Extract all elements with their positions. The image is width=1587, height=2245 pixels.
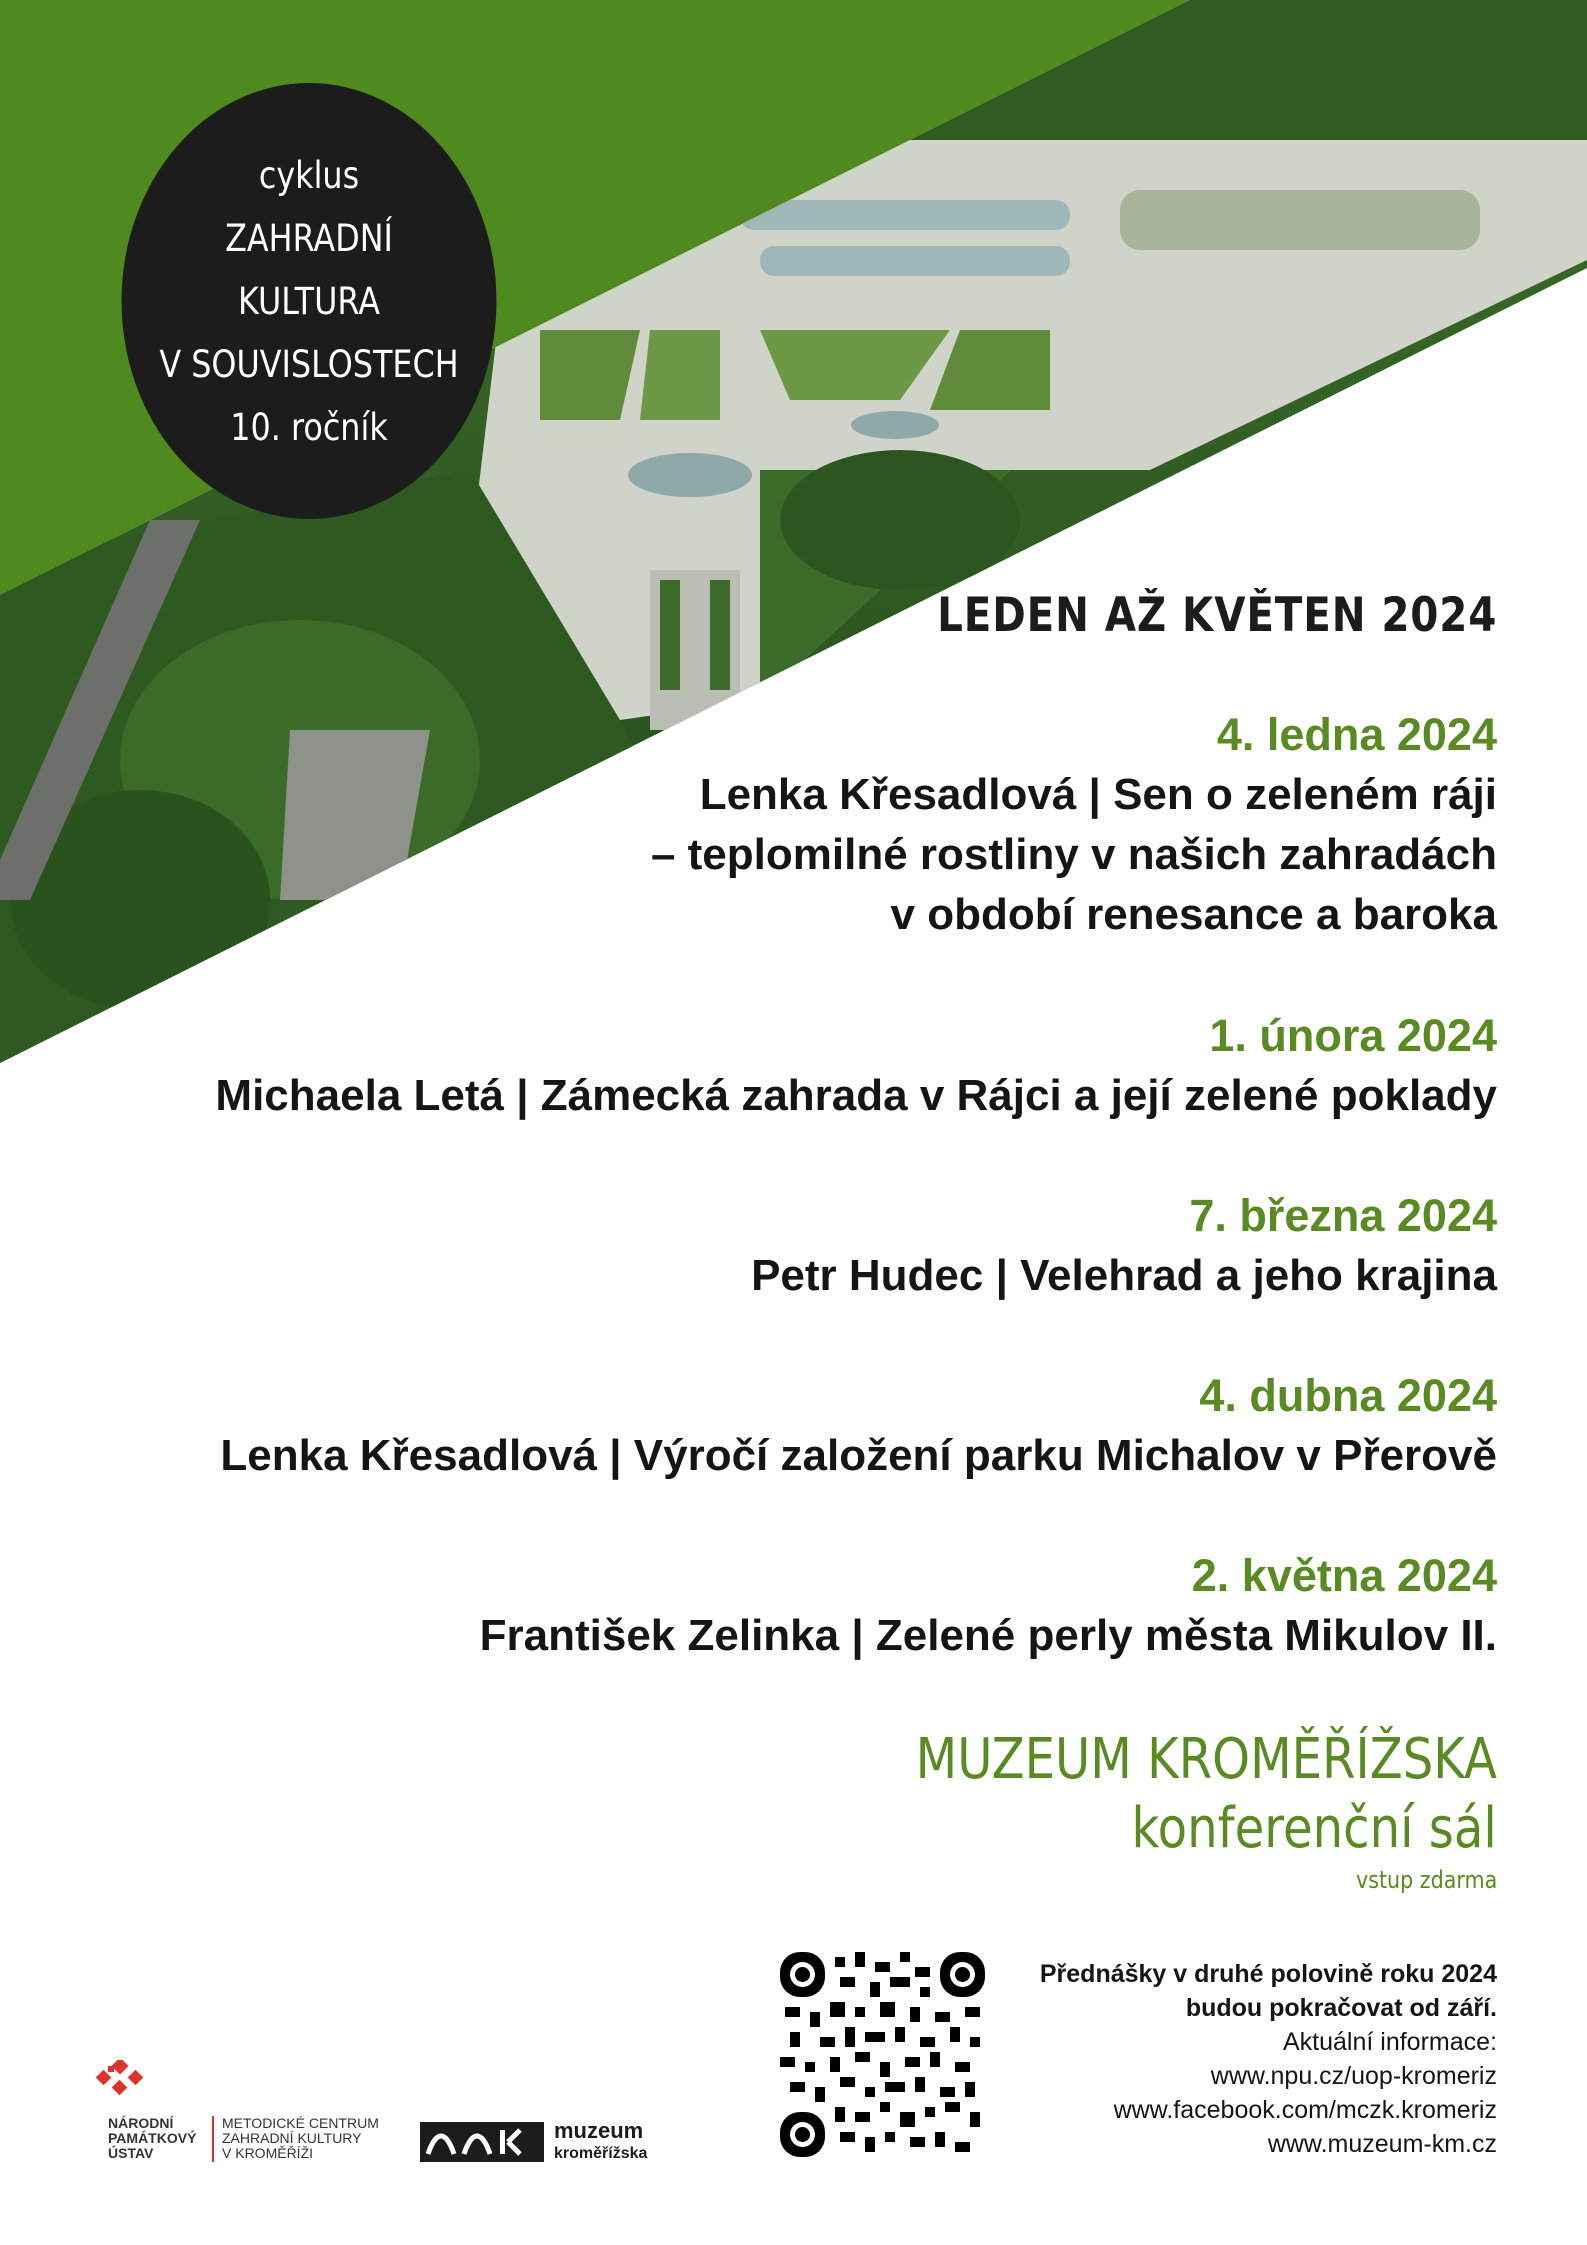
muzeum-logo-text: muzeum	[554, 2118, 644, 2143]
event-item	[215, 1006, 1497, 1126]
mc-name-line: ZAHRADNÍ KULTURY	[222, 2130, 362, 2146]
museum-link[interactable]: www.muzeum-km.cz	[1267, 2130, 1497, 2158]
badge-line: KULTURA	[238, 279, 380, 323]
period-heading: LEDEN AŽ KVĚTEN 2024	[936, 588, 1497, 643]
muzeum-logo-subtext: kroměřížska	[554, 2145, 648, 2162]
event-title: Lenka Křesadlová | Sen o zeleném ráji	[699, 770, 1497, 819]
logo-divider	[212, 2116, 214, 2162]
event-item	[220, 1366, 1497, 1486]
badge-line: V SOUVISLOSTECH	[159, 342, 459, 386]
entry-note: vstup zdarma	[1355, 1866, 1497, 1894]
muzeum-logo-icon	[420, 2122, 544, 2162]
badge-line: ZAHRADNÍ	[225, 216, 393, 260]
info-line: Přednášky v druhé polovině roku 2024	[1039, 1960, 1497, 1988]
event-item	[480, 1546, 1497, 1666]
badge-line: cyklus	[258, 153, 360, 197]
event-title: František Zelinka | Zelené perly města Mikulov II.	[479, 1611, 1497, 1660]
qr-code-icon[interactable]	[780, 1952, 985, 2157]
npu-logo-icon	[90, 2060, 160, 2104]
venue-name: MUZEUM KROMĚŘÍŽSKA	[915, 1727, 1497, 1792]
event-date: 4. dubna 2024	[1199, 1370, 1497, 1421]
mc-name-line: METODICKÉ CENTRUM	[222, 2115, 379, 2131]
event-date: 4. ledna 2024	[1216, 709, 1497, 760]
mc-name	[222, 2116, 379, 2161]
event-item	[751, 1186, 1497, 1306]
venue-room: konferenční sál	[1131, 1796, 1497, 1861]
npu-name-line: PAMÁTKOVÝ	[108, 2130, 197, 2146]
npu-name	[108, 2116, 196, 2161]
event-date: 7. března 2024	[1189, 1190, 1497, 1241]
info-line: budou pokračovat od září.	[1185, 1994, 1497, 2022]
badge-line: 10. ročník	[230, 405, 388, 449]
series-badge	[122, 83, 497, 519]
npu-logo	[86, 2060, 396, 2170]
muzeum-logo	[420, 2118, 690, 2168]
event-title: v období renesance a baroka	[890, 890, 1497, 939]
event-title: – teplomilné rostliny v našich zahradách	[650, 830, 1497, 879]
info-block	[1040, 1957, 1497, 2161]
event-title: Michaela Letá | Zámecká zahrada v Rájci a její zelené poklady	[215, 1071, 1497, 1120]
npu-name-line: ÚSTAV	[108, 2145, 154, 2161]
npu-name-line: NÁRODNÍ	[108, 2115, 174, 2131]
event-item	[651, 705, 1497, 945]
event-title: Petr Hudec | Velehrad a jeho krajina	[751, 1251, 1497, 1300]
event-date: 2. května 2024	[1191, 1550, 1497, 1601]
npu-link[interactable]: www.npu.cz/uop-kromeriz	[1210, 2062, 1497, 2090]
facebook-link[interactable]: www.facebook.com/mczk.kromeriz	[1113, 2096, 1497, 2124]
mc-name-line: V KROMĚŘÍŽI	[222, 2145, 314, 2161]
info-line: Aktuální informace:	[1283, 2028, 1497, 2056]
event-date: 1. února 2024	[1209, 1010, 1497, 1061]
event-title: Lenka Křesadlová | Výročí založení parku Michalov v Přerově	[220, 1431, 1497, 1480]
